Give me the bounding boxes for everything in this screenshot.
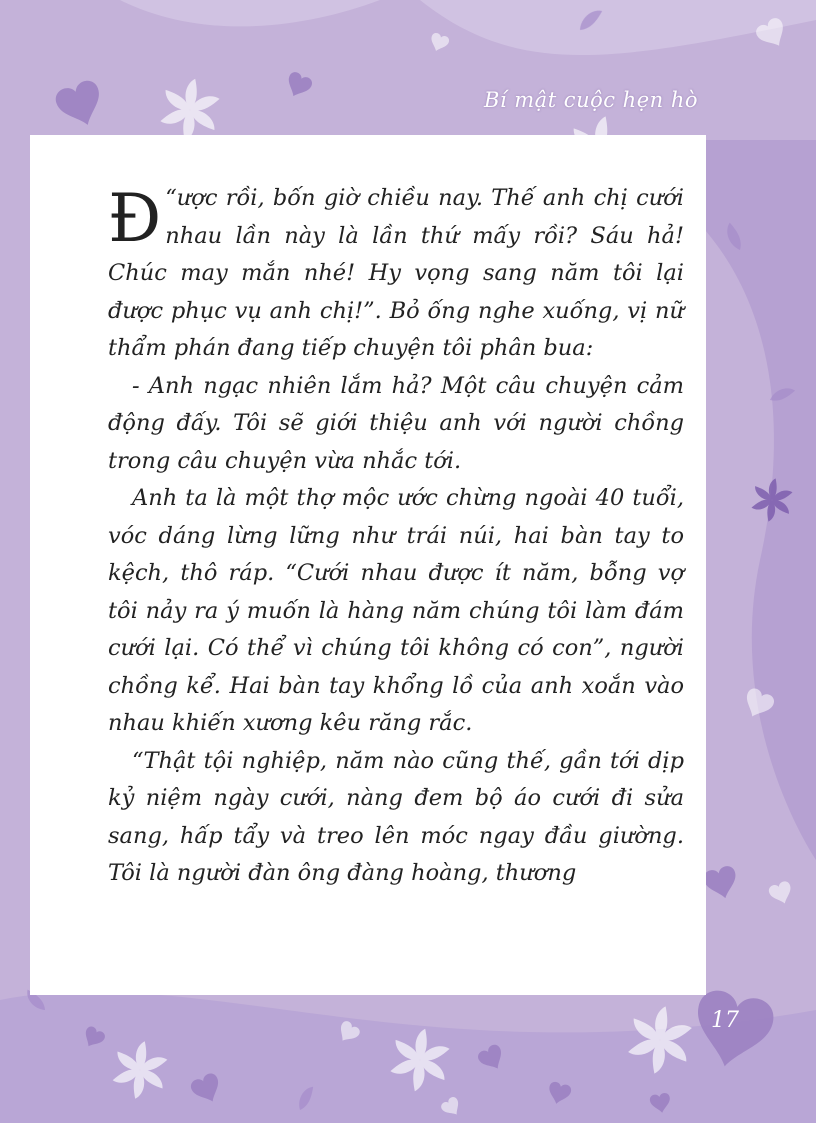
opening-quote: “	[165, 185, 177, 211]
paragraph-1-text: ược rồi, bốn giờ chiều nay. Thế anh chị cưới nhau lần này là lần thứ mấy rồi? Sáu hả! Chúc may mắn nhé! Hy vọng sang năm tôi lại được phục vụ anh chị!”. Bỏ ống nghe xuống, vị nữ thẩm phán đang tiếp chuyện tôi phân bua:	[108, 185, 684, 361]
paragraph-4: “Thật tội nghiệp, năm nào cũng thế, gần tới dịp kỷ niệm ngày cưới, nàng đem bộ áo cưới đi sửa sang, hấp tẩy và treo lên móc ngay đầu giường. Tôi là người đàn ông đàng hoàng, thương	[108, 747, 684, 886]
drop-cap: Đ	[108, 180, 162, 257]
page-number: 17	[711, 1008, 739, 1033]
running-header-title: Bí mật cuộc hẹn hò	[483, 88, 698, 112]
paragraph-3: Anh ta là một thợ mộc ước chừng ngoài 40 tuổi, vóc dáng lừng lững như trái núi, hai bàn tay to kệch, thô ráp. “Cưới nhau được ít năm, bỗng vợ tôi nảy ra ý muốn là hàng năm chúng tôi làm đám cưới lại. Có thể vì chúng tôi không có con”, người chồng kể. Hai bàn tay khổng lồ của anh xoắn vào nhau khiến xương kêu răng rắc.	[108, 485, 684, 736]
paragraph-2: - Anh ngạc nhiên lắm hả? Một câu chuyện cảm động đấy. Tôi sẽ giới thiệu anh với người chồng trong câu chuyện vừa nhắc tới.	[108, 372, 684, 474]
paragraph-1	[108, 180, 684, 368]
body-text	[108, 180, 684, 893]
